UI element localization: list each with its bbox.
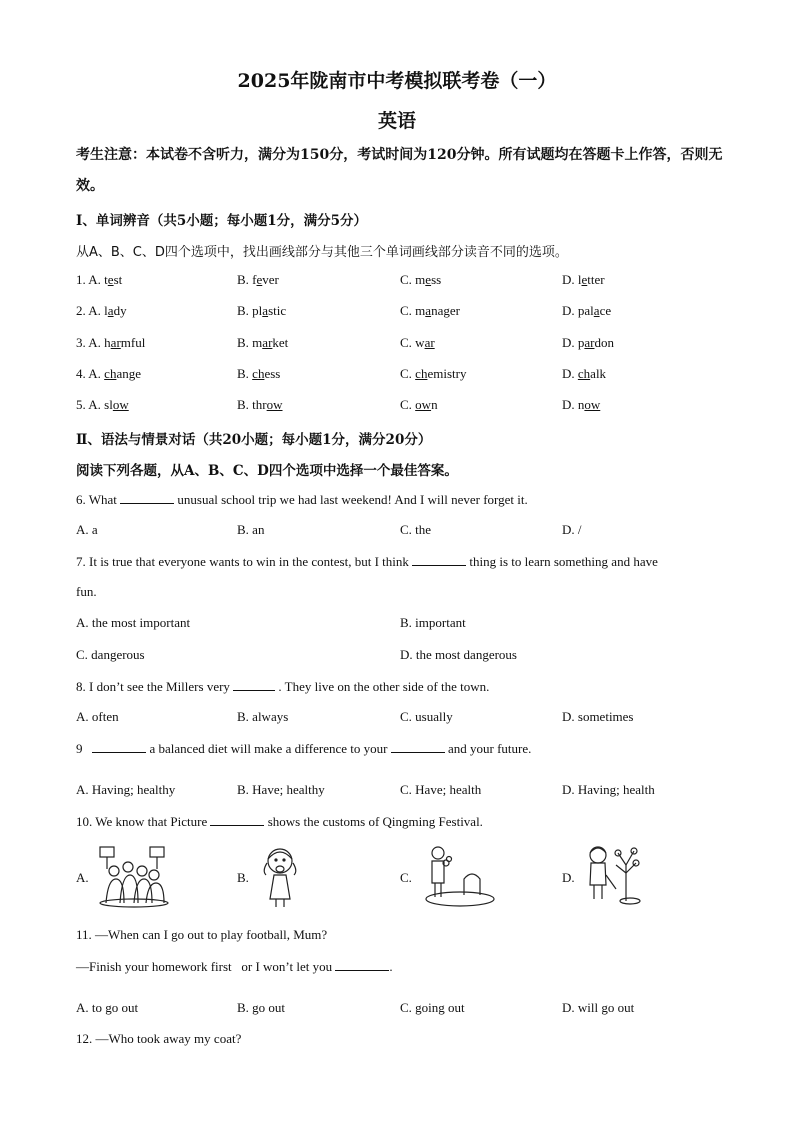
q10-option-b: B. <box>237 870 249 885</box>
exam-title: 2025年陇南市中考模拟联考卷（一） <box>237 70 557 92</box>
q9-option-b: B. Have; healthy <box>237 782 325 797</box>
q5-option-c: C. own <box>400 397 438 412</box>
q9-stem: 9 a balanced diet will make a difference to your and your future. <box>76 741 532 756</box>
exam-notice: 考生注意：本试卷不含听力，满分为150分，考试时间为120分钟。所有试题均在答题卡上作答，否则无效。 <box>76 147 723 194</box>
q5-option-d: D. now <box>562 397 601 412</box>
q11-option-a: A. to go out <box>76 1000 139 1015</box>
answer-blank <box>92 740 146 753</box>
q4-option-b: B. chess <box>237 366 281 381</box>
answer-blank <box>335 958 389 971</box>
boy-planting-tree-picture <box>582 843 642 907</box>
q7-option-b: B. important <box>400 615 466 630</box>
q9-option-a: A. Having; healthy <box>76 782 176 797</box>
answer-blank <box>233 678 275 691</box>
q12-question: 12. —Who took away my coat? <box>76 1031 242 1046</box>
q7-option-a: A. the most important <box>76 615 191 630</box>
q10-option-d: D. <box>562 870 575 885</box>
q2-option-c: C. manager <box>400 303 460 318</box>
q9-option-c: C. Have; health <box>400 782 482 797</box>
section2-instruction: 阅读下列各题，从A、B、C、D四个选项中选择一个最佳答案。 <box>76 463 458 479</box>
q4-option-c: C. chemistry <box>400 366 467 381</box>
q7-stem-continued: fun. <box>76 584 97 599</box>
q10-stem: 10. We know that Picture shows the customs of Qingming Festival. <box>76 814 483 829</box>
q3-option-d: D. pardon <box>562 335 614 350</box>
q5-option-b: B. throw <box>237 397 283 412</box>
q11-answer-line: —Finish your homework first or I won’t let you . <box>76 959 393 974</box>
q4-option-d: D. chalk <box>562 366 607 381</box>
q1-option-b: B. fever <box>237 272 279 287</box>
boy-at-tomb-picture <box>420 845 496 909</box>
q8-option-d: D. sometimes <box>562 709 634 724</box>
q8-stem: 8. I don’t see the Millers very . They live on the other side of the town. <box>76 679 490 694</box>
crowd-with-signs-picture <box>94 845 170 909</box>
answer-blank <box>210 813 264 826</box>
q3-option-b: B. market <box>237 335 289 350</box>
q2-option-d: D. palace <box>562 303 612 318</box>
q11-option-d: D. will go out <box>562 1000 635 1015</box>
subject-title: 英语 <box>377 110 416 132</box>
q7-option-d: D. the most dangerous <box>400 647 517 662</box>
q11-option-c: C. going out <box>400 1000 465 1015</box>
section1-heading: Ⅰ、单词辨音（共5小题；每小题1分，满分5分） <box>76 213 367 229</box>
q8-option-a: A. often <box>76 709 119 724</box>
q6-option-a: A. a <box>76 522 98 537</box>
q3-option-c: C. war <box>400 335 435 350</box>
q11-option-b: B. go out <box>237 1000 286 1015</box>
q6-stem: 6. What unusual school trip we had last weekend! And I will never forget it. <box>76 492 528 507</box>
girl-eating-picture <box>258 845 302 909</box>
q1-option-c: C. mess <box>400 272 442 287</box>
q11-question: 11. —When can I go out to play football, Mum? <box>76 927 328 942</box>
q5-option-a: 5. A. slow <box>76 397 129 412</box>
q1-option-d: D. letter <box>562 272 605 287</box>
q9-option-d: D. Having; health <box>562 782 655 797</box>
answer-blank <box>391 740 445 753</box>
section1-instruction: 从A、B、C、D四个选项中，找出画线部分与其他三个单词画线部分读音不同的选项。 <box>76 245 568 260</box>
q8-option-b: B. always <box>237 709 289 724</box>
q2-option-b: B. plastic <box>237 303 287 318</box>
q4-option-a: 4. A. change <box>76 366 141 381</box>
q6-option-d: D. / <box>562 522 582 537</box>
answer-blank <box>120 491 174 504</box>
section2-heading: Ⅱ、语法与情景对话（共20小题；每小题1分，满分20分） <box>76 432 432 448</box>
q7-stem: 7. It is true that everyone wants to win in the contest, but I think thing is to learn something and have <box>76 554 658 569</box>
q3-option-a: 3. A. harmful <box>76 335 146 350</box>
q10-option-a: A. <box>76 870 89 885</box>
q2-option-a: 2. A. lady <box>76 303 127 318</box>
q10-option-c: C. <box>400 870 412 885</box>
q8-option-c: C. usually <box>400 709 453 724</box>
q1-option-a: 1. A. test <box>76 272 123 287</box>
q7-option-c: C. dangerous <box>76 647 145 662</box>
q6-option-c: C. the <box>400 522 432 537</box>
answer-blank <box>412 553 466 566</box>
q6-option-b: B. an <box>237 522 265 537</box>
